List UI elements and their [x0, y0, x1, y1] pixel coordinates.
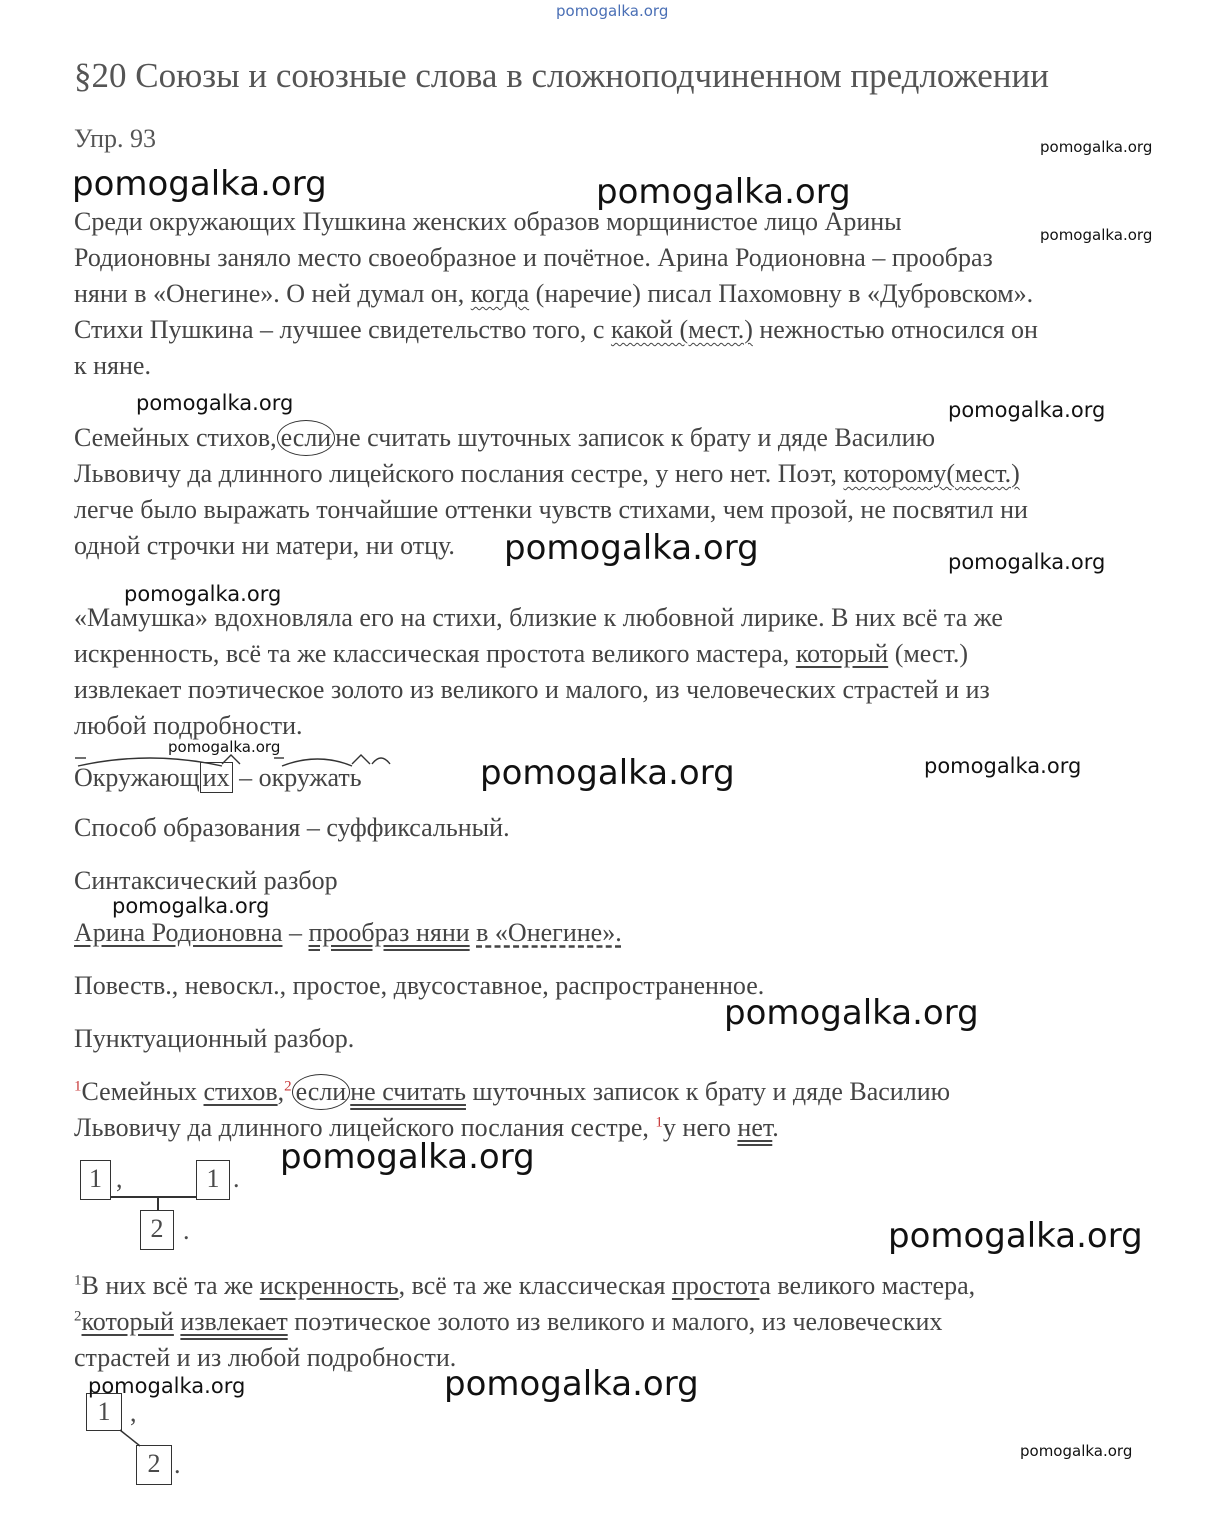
text: (мест.) [888, 639, 969, 668]
para3-line: любой подробности. [74, 711, 303, 740]
scheme-box-2: 1 [196, 1160, 230, 1200]
para2-line [74, 456, 1028, 492]
text: Семейных стихов, [74, 423, 277, 452]
text: искренность, всё та же классическая простота великого мастера, [74, 639, 796, 668]
watermark: pomogalka.org [112, 894, 270, 918]
para3-line [74, 636, 1003, 672]
arc-mark [372, 758, 390, 764]
para1-line: к няне. [74, 351, 151, 380]
paragraph-3 [74, 600, 1003, 744]
punctuation-heading: Пунктуационный разбор. [74, 1024, 355, 1053]
text: а великого мастера, [759, 1271, 976, 1300]
watermark: pomogalka.org [88, 1374, 246, 1398]
watermark: pomogalka.org [924, 754, 1082, 778]
para2-line: легче было выражать тончайшие оттенки чувств стихами, чем прозой, не посвятил ни [74, 495, 1028, 524]
watermark: pomogalka.org [1020, 1442, 1133, 1460]
paragraph-1 [74, 204, 1038, 384]
clause-number: 1 [74, 1078, 82, 1095]
text: не считать шуточных записок к брату и дяде Василию [335, 423, 936, 452]
text: (наречие) писал Пахомовну в «Дубровском». [529, 279, 1034, 308]
text: поэтическое золото из великого и малого, из человеческих [287, 1307, 943, 1336]
watermark: pomogalka.org [444, 1364, 699, 1404]
watermark: pomogalka.org [948, 398, 1106, 422]
watermark: pomogalka.org [124, 582, 282, 606]
comma: , [277, 1077, 285, 1106]
clause-number: 2 [74, 1308, 82, 1325]
sentence-characteristics: Повеств., невоскл., простое, двусоставное, распространенное. [74, 971, 765, 1000]
watermark: pomogalka.org [136, 391, 294, 415]
predicate: нет [737, 1113, 773, 1142]
para3-line: извлекает поэтическое золото из великого и малого, из человеческих страстей и из [74, 675, 990, 704]
predicate: не считать [350, 1077, 466, 1106]
text: няни в «Онегине». О ней думал он, [74, 279, 471, 308]
subject: который [81, 1307, 174, 1336]
suffix-mark [222, 755, 240, 764]
scheme-box-3: 2 [140, 1210, 174, 1250]
watermark: pomogalka.org [480, 753, 735, 793]
object: в «Онегине». [476, 918, 622, 947]
dash: – [232, 763, 259, 792]
subject: простот [671, 1271, 760, 1300]
para1-line: Среди окружающих Пушкина женских образов морщинистое лицо Арины [74, 207, 902, 236]
punct-sentence-1 [74, 1074, 950, 1146]
relative-pronoun: который [795, 639, 889, 668]
ending-box: их [200, 762, 233, 793]
subject: искренность [259, 1271, 399, 1300]
root-arc [282, 759, 352, 766]
sentence-line [74, 1268, 975, 1304]
text: шуточных записок к брату и дяде Василию [465, 1077, 951, 1106]
page-title: §20 Союзы и союзные слова в сложноподчиненном предложении [74, 56, 1049, 95]
para2-line: одной строчки ни матери, ни отцу. [74, 531, 455, 560]
watermark: pomogalka.org [596, 172, 851, 212]
watermark: pomogalka.org [948, 550, 1106, 574]
word-2: окружать [258, 763, 362, 792]
watermark: pomogalka.org [504, 528, 759, 568]
scheme-comma: , [116, 1164, 123, 1193]
sentence-line [74, 1074, 950, 1110]
clause-number: 2 [284, 1078, 292, 1095]
dash: – [282, 918, 309, 947]
syntax-sentence [74, 918, 622, 948]
watermark: pomogalka.org [724, 993, 979, 1033]
para1-line [74, 276, 1038, 312]
syntax-heading: Синтаксический разбор [74, 866, 338, 895]
circled-conjunction: если [292, 1074, 351, 1110]
text: . [772, 1113, 779, 1142]
subject: Арина Родионовна [74, 918, 283, 947]
text: у него [662, 1113, 738, 1142]
adverb-word: когда [470, 279, 530, 308]
sentence-line [74, 1304, 975, 1340]
para1-line: Родионовны заняло место своеобразное и почётное. Арина Родионовна – прообраз [74, 243, 993, 272]
watermark: pomogalka.org [1040, 138, 1153, 156]
text: нежностью относился он [752, 315, 1038, 344]
watermark: pomogalka.org [168, 738, 281, 756]
pronoun-word: которому(мест.) [843, 459, 1020, 488]
watermark: pomogalka.org [1040, 226, 1153, 244]
scheme-box-1: 1 [80, 1160, 111, 1200]
text: , всё та же классическая [398, 1271, 672, 1300]
watermark: pomogalka.org [888, 1216, 1143, 1256]
sentence-line: страстей и из любой подробности. [74, 1343, 457, 1372]
scheme-connector [110, 1196, 196, 1198]
text: Семейных [81, 1077, 204, 1106]
word-1: Окружающ [74, 763, 200, 792]
predicate: извлекает [180, 1307, 288, 1336]
formation-method: Способ образования – суффиксальный. [74, 813, 510, 842]
scheme-period: . [183, 1216, 190, 1245]
scheme-comma: , [130, 1398, 137, 1427]
scheme-box-1: 1 [86, 1393, 122, 1431]
exercise-number: Упр. 93 [74, 124, 157, 153]
scheme-connector [157, 1196, 159, 1210]
watermark: pomogalka.org [72, 164, 327, 204]
root-arc [78, 758, 222, 766]
pronoun-word: какой (мест.) [610, 315, 753, 344]
scheme-period: . [174, 1450, 181, 1479]
para2-line [74, 420, 1028, 456]
clause-number: 1 [74, 1272, 82, 1289]
suffix-mark [352, 755, 370, 764]
circled-conjunction: если [277, 420, 336, 456]
subject: стихов [203, 1077, 278, 1106]
predicate: прообраз няни [308, 918, 470, 947]
text: Львовичу да длинного лицейского послания сестре, у него нет. Поэт, [74, 459, 844, 488]
text: Стихи Пушкина – лучшее свидетельство того, с [74, 315, 611, 344]
para1-line [74, 312, 1038, 348]
text: Львовичу да длинного лицейского послания сестре, [74, 1113, 656, 1142]
clause-number: 1 [655, 1114, 663, 1131]
top-watermark: pomogalka.org [556, 2, 669, 20]
punct-sentence-2 [74, 1268, 975, 1376]
text: В них всё та же [81, 1271, 260, 1300]
scheme-box-2: 2 [136, 1445, 172, 1485]
scheme-period: . [233, 1164, 240, 1193]
watermark: pomogalka.org [280, 1137, 535, 1177]
para3-line: «Мамушка» вдохновляла его на стихи, близкие к любовной лирике. В них всё та же [74, 603, 1003, 632]
